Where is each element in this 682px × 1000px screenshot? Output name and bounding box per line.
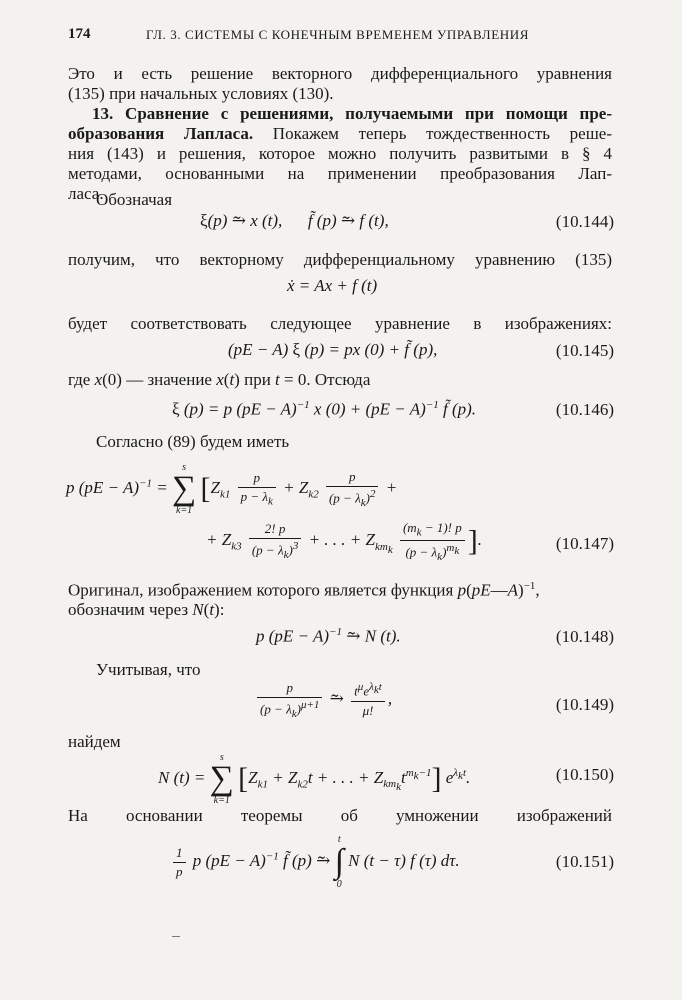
section-line5: ласа. — [68, 184, 104, 203]
sum-symbol: s ∑ k=1 — [171, 462, 197, 516]
equation-10-145: (pE − A) ξ (p) = px (0) + f̃ (p), — [228, 340, 438, 359]
para1-line2: (135) при начальных условиях (130). — [68, 84, 334, 103]
equation-number-10-149: (10.149) — [555, 695, 614, 714]
equation-10-151: $\frac{1}{p}$ p (pE − A)$^{-1}$ f̃ (p) ⥲ t ∫ 0 N (t − τ) f (τ) dτ. — [170, 834, 460, 890]
where-at: при — [239, 370, 276, 389]
page-number: 174 — [68, 26, 91, 42]
equation-number-10-147: (10.147) — [555, 534, 614, 553]
equation-number-10-148: (10.148) — [555, 627, 614, 646]
sum-symbol-2: s ∑ k=1 — [209, 752, 234, 806]
where-line: где x(0) — значение x(t) при t = 0. Отсюда — [68, 370, 371, 389]
original-text-2: обозначим через — [68, 600, 189, 619]
where-hence: . Отсюда — [306, 370, 371, 389]
original-line1: Оригинал, изображением которого является функция p(pE—A)$^{-1}$, — [68, 580, 540, 600]
equation-10-146: ξ (p) = p (pE − A)$^{-1}$ x (0) + (pE − A)$^{-1}$ f̃ (p). — [172, 399, 477, 419]
section-heading-cont: образования Лапласа. — [68, 124, 254, 143]
section-text-l2: Покажем теперь тождественность реше- — [253, 124, 612, 143]
equation-number-10-150: (10.150) — [555, 765, 614, 784]
section-line4: методами, основанными на применении преобразования Лап- — [68, 164, 612, 183]
where-mid: — значение — [121, 370, 217, 389]
equation-number-10-144: (10.144) — [555, 212, 614, 231]
original-line2: обозначим через N(t): — [68, 600, 225, 619]
running-title: ГЛ. 3. СИСТЕМЫ С КОНЕЧНЫМ ВРЕМЕНЕМ УПРАВЛЕНИЯ — [146, 27, 529, 42]
equation-10-147-line1: p (pE − A)$^{-1}$ = s ∑ k=1 [$Z_{k1}$ $\frac{p}{p - \lambda_k}$ + $Z_{k2}$ $\frac{p}{(p - \lambda_k)^2}$ + — [66, 462, 398, 516]
equation-number-10-146: (10.146) — [555, 400, 614, 419]
will-correspond-text: будет соответствовать следующее уравнение в изображениях: — [68, 314, 612, 333]
original-text: Оригинал, изображением которого является функция — [68, 580, 454, 600]
we-get-text: получим, что векторному дифференциальному уравнению (135) — [68, 250, 612, 269]
section-line3: ния (143) и решения, которое можно получить развитыми в § 4 — [68, 144, 612, 163]
find-text: найдем — [68, 732, 121, 751]
denoting-text: Обозначая — [96, 190, 173, 209]
section-heading: 13. Сравнение с решениями, получаемыми при помощи пре- — [92, 104, 612, 123]
according-text: Согласно (89) будем иметь — [96, 432, 290, 451]
equation-number-10-145: (10.145) — [555, 341, 614, 360]
equation-10-144: ξ(p) ⥲ x (t), f̃ (p) ⥲ f (t), — [200, 211, 389, 230]
equation-number-10-151: (10.151) — [555, 852, 614, 871]
basis-text: На основании теоремы об умножении изображений — [68, 806, 612, 825]
equation-ode: ẋ = Ax + f (t) — [287, 276, 378, 295]
considering-text: Учитывая, что — [96, 660, 201, 679]
where-pre: где — [68, 370, 95, 389]
para1-line1: Это и есть решение векторного дифференциального уравнения — [68, 64, 612, 83]
equation-10-148: p (pE − A)$^{-1}$ ⥲ N (t). — [256, 626, 401, 646]
section-line2 — [68, 124, 612, 144]
footer-mark — [172, 936, 180, 937]
integral-symbol: t ∫ 0 — [334, 834, 344, 890]
equation-10-149: $\frac{p}{(p - \lambda_k)^{\mu+1}}$ ⥲ $\frac{t^\mu e^{\lambda_kt}}{\mu!}$ , — [254, 680, 392, 720]
equation-10-147-line2: + $Z_{k3}$ $\frac{2! p}{(p - \lambda_k)^3}$ + . . . + $Z_{km_k}$ $\frac{(m_k - 1)! p}{(p - \lambda_k)^{m_k}}$ ]. — [206, 520, 482, 563]
equation-10-150: N (t) = s ∑ k=1 [$Z_{k1} + Z_{k2}t$ + . . . + $Z_{km_k}t^{m_k-1}$] $e^{\lambda_kt}$. — [158, 752, 471, 806]
